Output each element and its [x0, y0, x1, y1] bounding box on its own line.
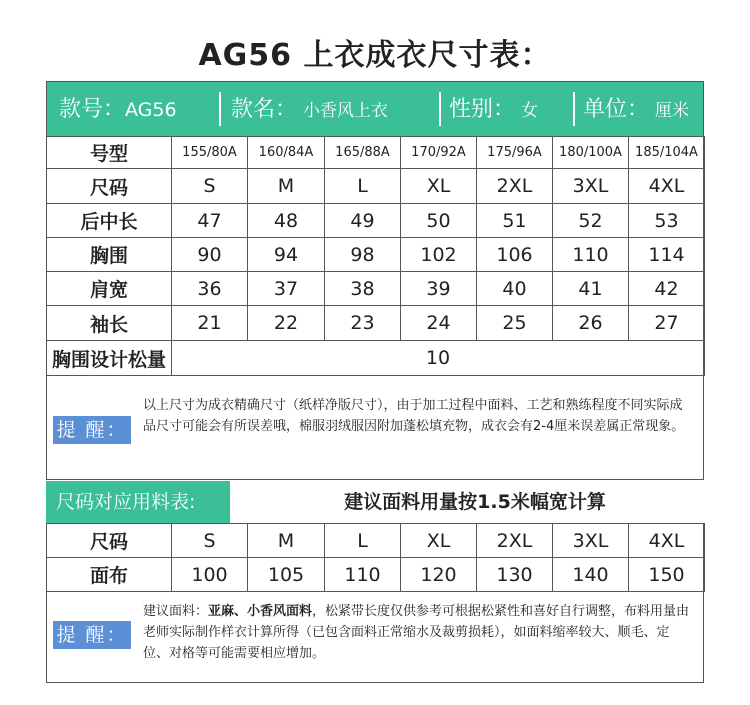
row-label: 尺码 — [47, 169, 172, 204]
table-cell: 100 — [172, 558, 248, 592]
tip-badge: 提 醒： — [53, 621, 131, 649]
row-label: 尺码 — [47, 524, 172, 558]
table-row — [47, 238, 705, 272]
table-cell: 21 — [172, 306, 248, 341]
table-cell: 106 — [477, 238, 553, 272]
table-cell: 165/88A — [325, 137, 401, 169]
table-row — [47, 169, 705, 204]
table-cell: 42 — [629, 272, 705, 306]
table-cell: 2XL — [477, 169, 553, 204]
table-cell: 105 — [248, 558, 325, 592]
table-cell: 2XL — [477, 524, 553, 558]
style-info-header — [47, 82, 703, 136]
ease-label: 胸围设计松量 — [47, 341, 172, 376]
row-label: 袖长 — [47, 306, 172, 341]
table-cell: 47 — [172, 204, 248, 238]
gender-label: 性别： — [449, 97, 516, 122]
table-row — [47, 272, 705, 306]
table-cell: 52 — [553, 204, 629, 238]
table-cell: S — [172, 524, 248, 558]
table-cell: 110 — [325, 558, 401, 592]
table-cell: 40 — [477, 272, 553, 306]
table-cell: M — [248, 524, 325, 558]
table-cell: M — [248, 169, 325, 204]
gender-value: 女 — [521, 101, 539, 121]
table-cell: 3XL — [553, 169, 629, 204]
style-name-cell — [231, 82, 388, 136]
usage-panel — [46, 523, 704, 683]
usage-table — [46, 523, 705, 592]
table-cell: 48 — [248, 204, 325, 238]
table-cell: 150 — [629, 558, 705, 592]
unit-cell — [583, 82, 689, 136]
tip-text: 以上尺寸为成衣精确尺寸（纸样净版尺寸），由于加工过程中面料、工艺和熟练程度不同实际成品尺寸可能会有所误差哦，棉服羽绒服因附加蓬松填充物，成衣会有2-4厘米误差属正常现象。 — [143, 398, 685, 434]
style-no-cell — [59, 82, 177, 136]
table-row — [47, 524, 705, 558]
style-name-label: 款名： — [231, 97, 298, 122]
table-cell: 37 — [248, 272, 325, 306]
table-cell: 160/84A — [248, 137, 325, 169]
tip-box — [47, 378, 703, 479]
table-row — [47, 204, 705, 238]
style-no-label: 款号： — [59, 97, 126, 122]
table-cell: 185/104A — [629, 137, 705, 169]
table-cell: 114 — [629, 238, 705, 272]
tip-body: ，松紧带长度仅供参考可根据松紧性和喜好自行调整，布料用量由老师实际制作样衣计算所得（已包含面料正常缩水及裁剪损耗），如面料缩率较大、顺毛、定位、对格等可能需要相应增加。 — [143, 604, 690, 661]
table-cell: L — [325, 524, 401, 558]
tip-prefix: 建议面料： — [143, 604, 209, 619]
tip-box — [47, 591, 703, 683]
table-cell: 90 — [172, 238, 248, 272]
gender-cell — [449, 82, 538, 136]
table-cell: 180/100A — [553, 137, 629, 169]
table-row — [47, 341, 705, 376]
unit-label: 单位： — [583, 97, 650, 122]
table-cell: 50 — [401, 204, 477, 238]
table-cell: 49 — [325, 204, 401, 238]
row-label: 后中长 — [47, 204, 172, 238]
ease-value: 10 — [172, 341, 705, 376]
table-cell: 53 — [629, 204, 705, 238]
unit-value: 厘米 — [655, 101, 690, 121]
tip-fabrics: 亚麻、小香风面料 — [208, 604, 313, 619]
size-table — [46, 136, 705, 376]
table-cell: 39 — [401, 272, 477, 306]
table-cell: 98 — [325, 238, 401, 272]
table-cell: 120 — [401, 558, 477, 592]
table-cell: S — [172, 169, 248, 204]
table-cell: XL — [401, 169, 477, 204]
usage-note: 建议面料用量按1.5米幅宽计算 — [344, 491, 606, 513]
table-cell: L — [325, 169, 401, 204]
table-cell: 110 — [553, 238, 629, 272]
table-cell: 102 — [401, 238, 477, 272]
table-cell: 175/96A — [477, 137, 553, 169]
divider — [219, 92, 221, 126]
usage-label: 尺码对应用料表: — [46, 481, 230, 523]
table-row — [47, 306, 705, 341]
row-label: 面布 — [47, 558, 172, 592]
row-label: 号型 — [47, 137, 172, 169]
table-cell: 22 — [248, 306, 325, 341]
table-cell: 23 — [325, 306, 401, 341]
table-row — [47, 558, 705, 592]
table-cell: XL — [401, 524, 477, 558]
table-cell: 25 — [477, 306, 553, 341]
table-cell: 130 — [477, 558, 553, 592]
page-title: AG56 上衣成衣尺寸表： — [198, 38, 552, 73]
table-cell: 155/80A — [172, 137, 248, 169]
table-cell: 140 — [553, 558, 629, 592]
table-cell: 170/92A — [401, 137, 477, 169]
table-cell: 27 — [629, 306, 705, 341]
table-cell: 41 — [553, 272, 629, 306]
table-cell: 36 — [172, 272, 248, 306]
row-label: 肩宽 — [47, 272, 172, 306]
table-cell: 51 — [477, 204, 553, 238]
row-label: 胸围 — [47, 238, 172, 272]
tip-text — [143, 601, 693, 664]
usage-bar — [46, 481, 704, 523]
table-cell: 26 — [553, 306, 629, 341]
table-cell: 3XL — [553, 524, 629, 558]
table-cell: 38 — [325, 272, 401, 306]
table-row — [47, 137, 705, 169]
table-cell: 4XL — [629, 524, 705, 558]
divider — [439, 92, 441, 126]
table-cell: 94 — [248, 238, 325, 272]
style-no-value: AG56 — [125, 99, 177, 121]
tip-badge: 提 醒： — [53, 416, 131, 444]
size-chart-panel — [46, 81, 704, 480]
divider — [573, 92, 575, 126]
style-name-value: 小香风上衣 — [303, 101, 389, 121]
table-cell: 24 — [401, 306, 477, 341]
table-cell: 4XL — [629, 169, 705, 204]
